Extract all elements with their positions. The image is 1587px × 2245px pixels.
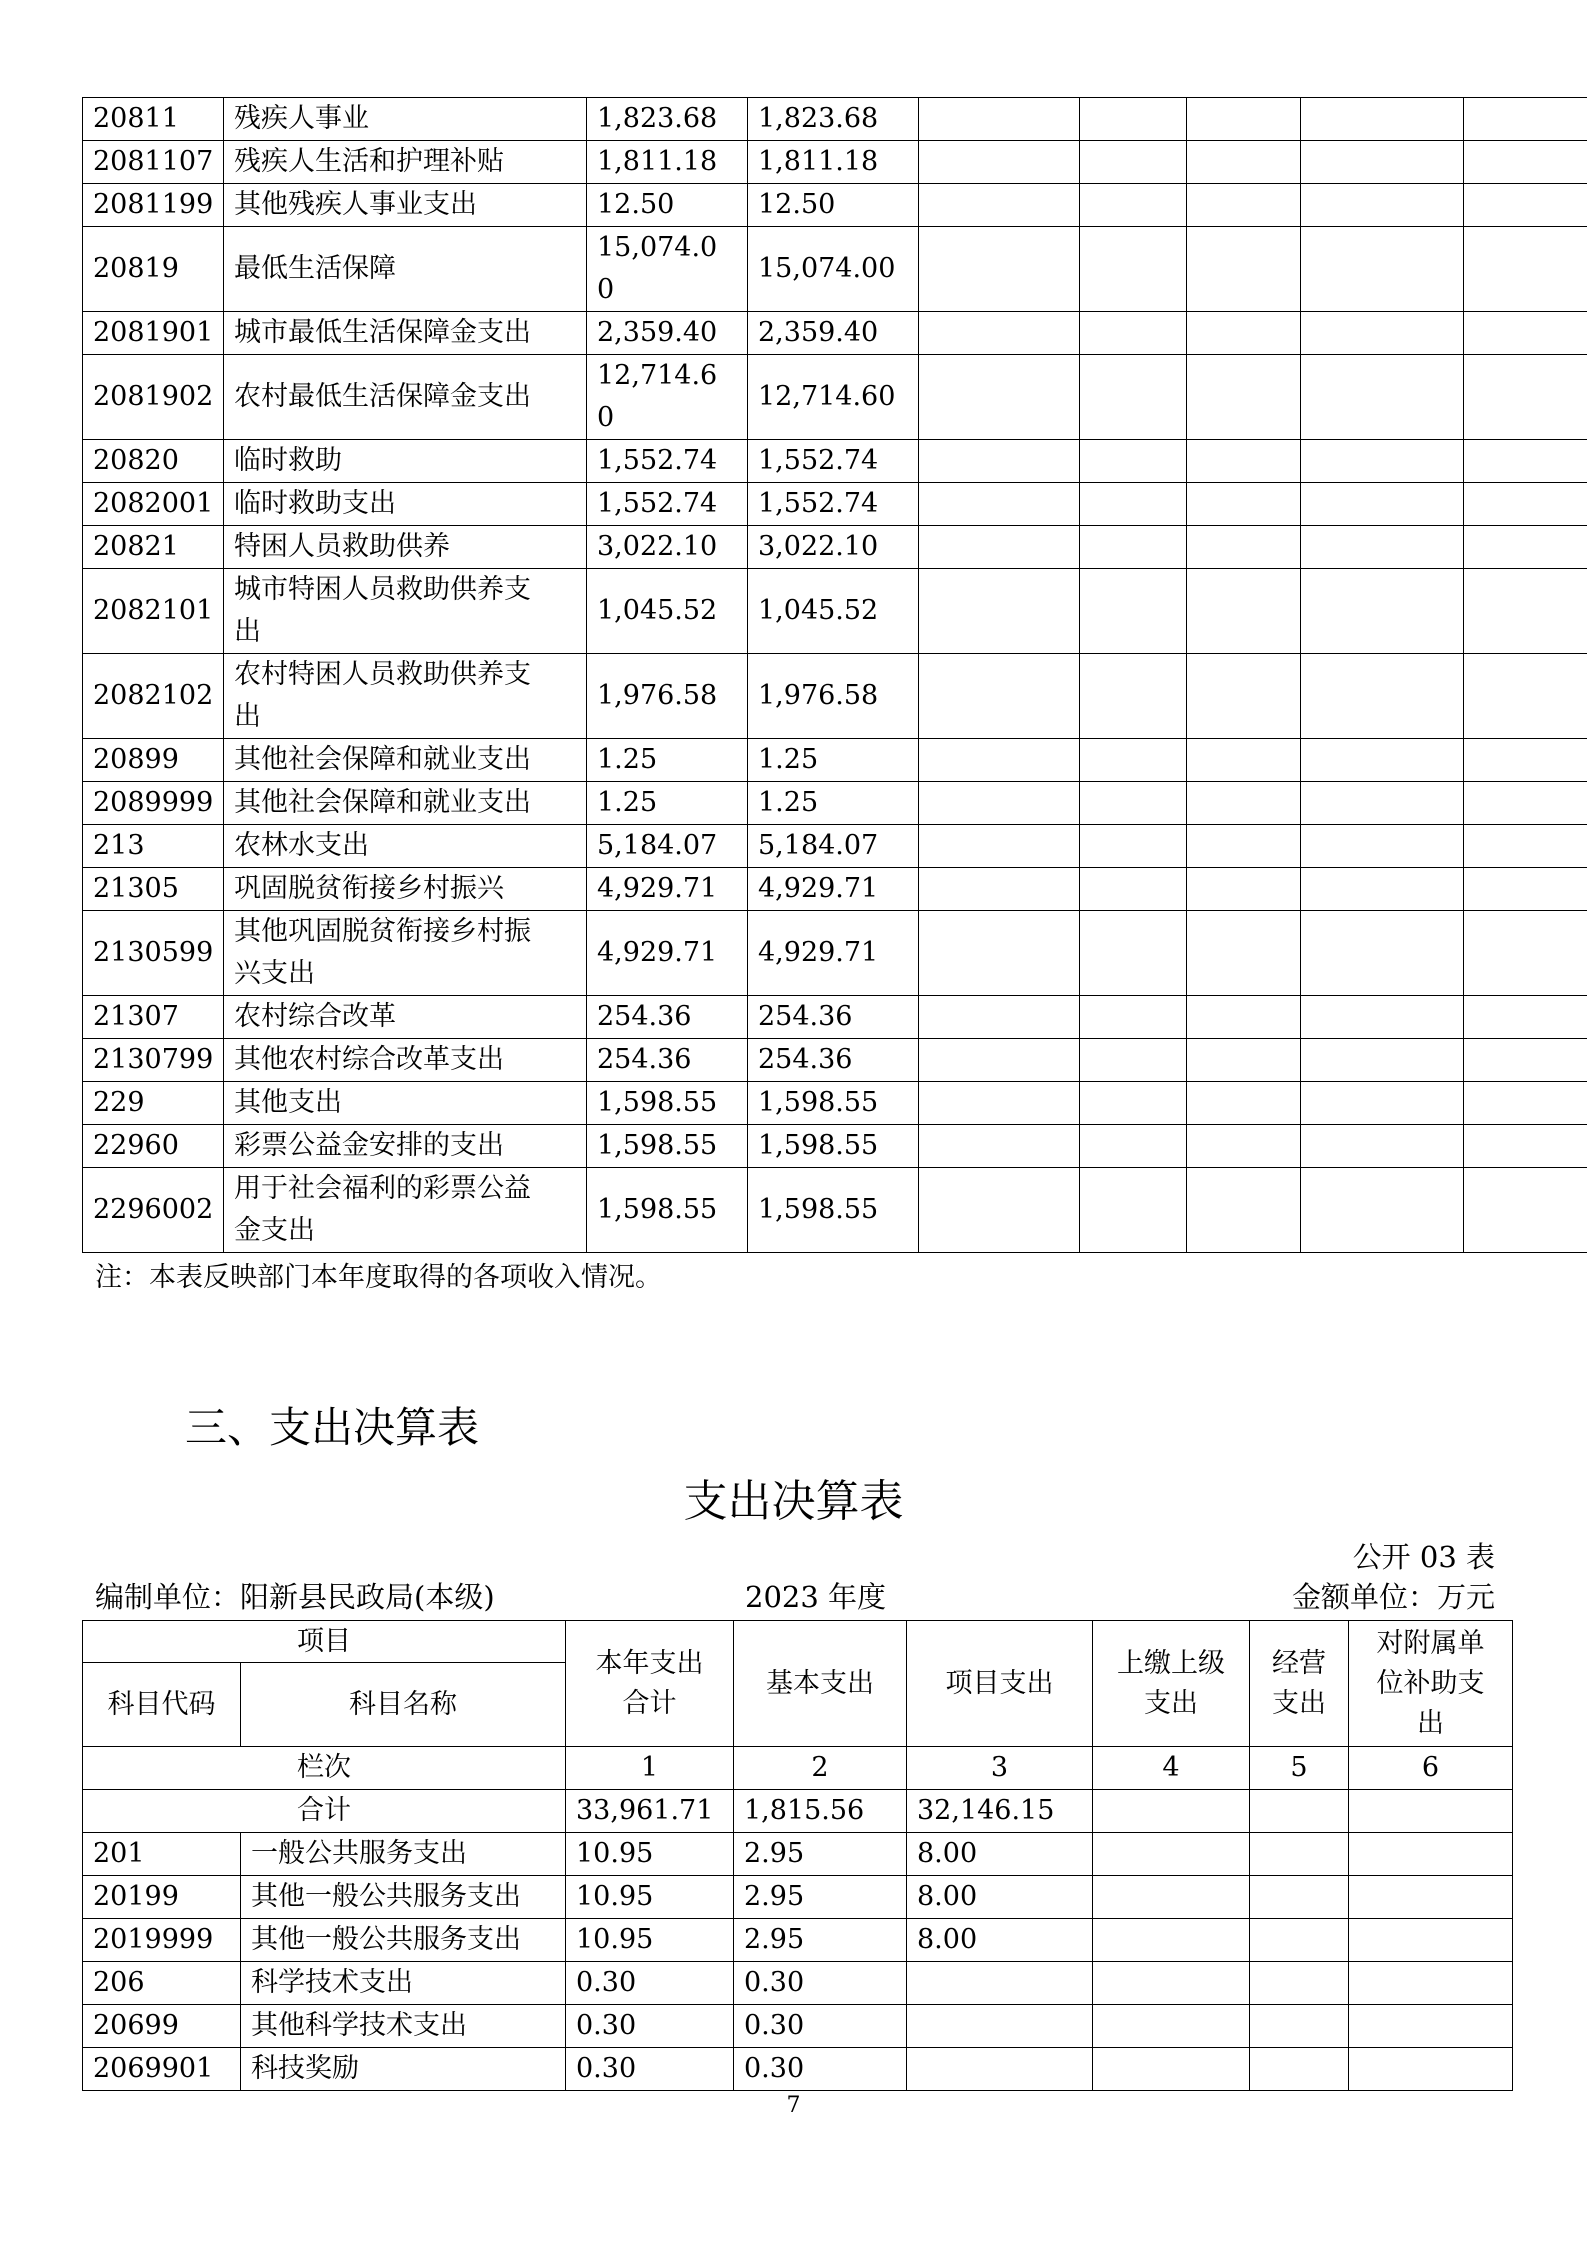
empty-cell: [1093, 1919, 1250, 1962]
cell-code: 2089999: [83, 782, 224, 825]
cell-total: 254.36: [587, 996, 748, 1039]
empty-cell: [1080, 654, 1187, 739]
header-upper: 上缴上级 支出: [1093, 1621, 1250, 1747]
cell-total: 1.25: [587, 782, 748, 825]
cell-basic: 3,022.10: [748, 526, 919, 569]
table-row: [83, 911, 1587, 996]
cell-c2: 0.30: [734, 1962, 907, 2005]
empty-cell: [1250, 2048, 1349, 2091]
cell-c2: 2.95: [734, 1876, 907, 1919]
empty-cell: [919, 227, 1080, 312]
empty-cell: [1187, 996, 1301, 1039]
empty-cell: [1464, 141, 1587, 184]
table-row: [83, 654, 1587, 739]
cell-code: 2069901: [83, 2048, 241, 2091]
empty-cell: [1250, 1833, 1349, 1876]
table-row: [83, 569, 1587, 654]
empty-cell: [1187, 1125, 1301, 1168]
cell-code: 2130599: [83, 911, 224, 996]
empty-cell: [1464, 1125, 1587, 1168]
empty-cell: [919, 141, 1080, 184]
empty-cell: [1464, 483, 1587, 526]
empty-cell: [1301, 483, 1464, 526]
empty-cell: [919, 996, 1080, 1039]
cell-code: 21305: [83, 868, 224, 911]
cell-total: 1,045.52: [587, 569, 748, 654]
header-code: 科目代码: [83, 1663, 241, 1747]
cell-code: 2296002: [83, 1168, 224, 1253]
empty-cell: [1464, 1039, 1587, 1082]
empty-cell: [1250, 1962, 1349, 2005]
cell-code: 20899: [83, 739, 224, 782]
table-row: [83, 141, 1587, 184]
cell-c2: 2.95: [734, 1919, 907, 1962]
empty-cell: [1187, 184, 1301, 227]
cell-c1: 10.95: [566, 1876, 734, 1919]
empty-cell: [1464, 1082, 1587, 1125]
cell-total: 1.25: [587, 739, 748, 782]
cell-total: 12.50: [587, 184, 748, 227]
cell-code: 213: [83, 825, 224, 868]
empty-cell: [919, 868, 1080, 911]
cell-code: 2130799: [83, 1039, 224, 1082]
empty-cell: [1301, 569, 1464, 654]
cell-basic: 1.25: [748, 782, 919, 825]
empty-cell: [1464, 1168, 1587, 1253]
empty-cell: [919, 825, 1080, 868]
empty-cell: [919, 654, 1080, 739]
table-note: 注：本表反映部门本年度取得的各项收入情况。: [95, 1262, 662, 1293]
cell-basic: 1,045.52: [748, 569, 919, 654]
empty-cell: [1301, 825, 1464, 868]
empty-cell: [1301, 739, 1464, 782]
empty-cell: [1187, 227, 1301, 312]
empty-cell: [1464, 227, 1587, 312]
empty-cell: [1080, 782, 1187, 825]
cell-total: 3,022.10: [587, 526, 748, 569]
section-title: 三、支出决算表: [185, 1403, 480, 1452]
empty-cell: [1301, 911, 1464, 996]
empty-cell: [1080, 1039, 1187, 1082]
cell-code: 2082001: [83, 483, 224, 526]
empty-cell: [1464, 911, 1587, 996]
cell-name: 其他社会保障和就业支出: [224, 782, 587, 825]
cell-basic: 1,598.55: [748, 1168, 919, 1253]
empty-cell: [1301, 312, 1464, 355]
col-index-label: 栏次: [83, 1747, 566, 1790]
table-row: [83, 1919, 1513, 1962]
cell-name: 残疾人生活和护理补贴: [224, 141, 587, 184]
empty-cell: [919, 98, 1080, 141]
empty-cell: [1187, 1082, 1301, 1125]
cell-total: 15,074.0 0: [587, 227, 748, 312]
cell-name: 残疾人事业: [224, 98, 587, 141]
empty-cell: [1187, 312, 1301, 355]
empty-cell: [1301, 98, 1464, 141]
empty-cell: [1464, 184, 1587, 227]
empty-cell: [919, 1125, 1080, 1168]
empty-cell: [919, 1082, 1080, 1125]
empty-cell: [1080, 355, 1187, 440]
cell-code: 20820: [83, 440, 224, 483]
empty-cell: [1187, 141, 1301, 184]
empty-cell: [1187, 483, 1301, 526]
empty-cell: [1080, 739, 1187, 782]
empty-cell: [1093, 1962, 1250, 2005]
empty-cell: [1349, 1876, 1513, 1919]
empty-cell: [1187, 911, 1301, 996]
cell-name: 其他巩固脱贫衔接乡村振 兴支出: [224, 911, 587, 996]
cell-c3: [907, 1962, 1093, 2005]
cell-code: 2082102: [83, 654, 224, 739]
empty-cell: [919, 526, 1080, 569]
cell-name: 临时救助支出: [224, 483, 587, 526]
empty-cell: [1349, 1790, 1513, 1833]
empty-cell: [1464, 355, 1587, 440]
empty-cell: [919, 483, 1080, 526]
empty-cell: [1093, 1876, 1250, 1919]
cell-basic: 4,929.71: [748, 868, 919, 911]
empty-cell: [1080, 1082, 1187, 1125]
empty-cell: [1080, 1125, 1187, 1168]
table-row: [83, 1125, 1587, 1168]
empty-cell: [919, 911, 1080, 996]
empty-cell: [1301, 1125, 1464, 1168]
cell-c1: 10.95: [566, 1919, 734, 1962]
cell-total: 12,714.6 0: [587, 355, 748, 440]
amount-unit: 金额单位：万元: [1291, 1580, 1495, 1614]
cell-total: 4,929.71: [587, 868, 748, 911]
header-name: 科目名称: [241, 1663, 566, 1747]
cell-code: 2081199: [83, 184, 224, 227]
page-number: 7: [786, 2093, 801, 2118]
table-row: [83, 996, 1587, 1039]
empty-cell: [1250, 1876, 1349, 1919]
header-business: 经营 支出: [1250, 1621, 1349, 1747]
empty-cell: [919, 1168, 1080, 1253]
empty-cell: [1187, 355, 1301, 440]
empty-cell: [1301, 782, 1464, 825]
empty-cell: [1464, 312, 1587, 355]
cell-name: 其他农村综合改革支出: [224, 1039, 587, 1082]
table-row: [83, 1168, 1587, 1253]
empty-cell: [1349, 1919, 1513, 1962]
cell-total: 1,552.74: [587, 483, 748, 526]
compiling-unit: 编制单位：阳新县民政局(本级): [95, 1580, 495, 1614]
cell-name: 巩固脱贫衔接乡村振兴: [224, 868, 587, 911]
cell-code: 229: [83, 1082, 224, 1125]
cell-name: 城市特困人员救助供养支 出: [224, 569, 587, 654]
empty-cell: [919, 312, 1080, 355]
cell-total: 1,976.58: [587, 654, 748, 739]
empty-cell: [1080, 227, 1187, 312]
empty-cell: [1187, 1168, 1301, 1253]
empty-cell: [1464, 569, 1587, 654]
table-row: [83, 1039, 1587, 1082]
table-row: [83, 1876, 1513, 1919]
cell-code: 20699: [83, 2005, 241, 2048]
table-row: [83, 98, 1587, 141]
table-row: [83, 483, 1587, 526]
cell-total: 1,552.74: [587, 440, 748, 483]
empty-cell: [1464, 868, 1587, 911]
cell-name: 农村综合改革: [224, 996, 587, 1039]
table-row: [83, 184, 1587, 227]
cell-code: 206: [83, 1962, 241, 2005]
cell-basic: 12.50: [748, 184, 919, 227]
empty-cell: [1301, 526, 1464, 569]
table-row: [83, 2048, 1513, 2091]
total-value: 32,146.15: [907, 1790, 1093, 1833]
cell-code: 20199: [83, 1876, 241, 1919]
cell-basic: 4,929.71: [748, 911, 919, 996]
table-row: [83, 739, 1587, 782]
empty-cell: [1301, 654, 1464, 739]
cell-c3: 8.00: [907, 1919, 1093, 1962]
empty-cell: [1093, 2005, 1250, 2048]
header-total: 本年支出 合计: [566, 1621, 734, 1747]
empty-cell: [919, 569, 1080, 654]
header-basic: 基本支出: [734, 1621, 907, 1747]
empty-cell: [1187, 739, 1301, 782]
empty-cell: [1187, 569, 1301, 654]
cell-c2: 0.30: [734, 2005, 907, 2048]
empty-cell: [1187, 526, 1301, 569]
empty-cell: [1301, 141, 1464, 184]
table-row: [83, 1833, 1513, 1876]
table-row: [83, 355, 1587, 440]
cell-total: 5,184.07: [587, 825, 748, 868]
cell-code: 22960: [83, 1125, 224, 1168]
cell-total: 2,359.40: [587, 312, 748, 355]
table-number: 公开 03 表: [1352, 1540, 1495, 1574]
cell-name: 其他科学技术支出: [241, 2005, 566, 2048]
table-row: [83, 312, 1587, 355]
empty-cell: [1080, 526, 1187, 569]
cell-code: 2081902: [83, 355, 224, 440]
empty-cell: [1301, 996, 1464, 1039]
cell-basic: 12,714.60: [748, 355, 919, 440]
table-row: [83, 227, 1587, 312]
header-project: 项目支出: [907, 1621, 1093, 1747]
cell-code: 2081901: [83, 312, 224, 355]
empty-cell: [1349, 1962, 1513, 2005]
empty-cell: [1464, 440, 1587, 483]
empty-cell: [1301, 184, 1464, 227]
empty-cell: [1187, 825, 1301, 868]
cell-total: 254.36: [587, 1039, 748, 1082]
cell-code: 2019999: [83, 1919, 241, 1962]
col-index: 1: [566, 1747, 734, 1790]
col-index: 3: [907, 1747, 1093, 1790]
cell-name: 彩票公益金安排的支出: [224, 1125, 587, 1168]
empty-cell: [1080, 996, 1187, 1039]
cell-total: 1,811.18: [587, 141, 748, 184]
cell-name: 最低生活保障: [224, 227, 587, 312]
table-row: [83, 440, 1587, 483]
empty-cell: [1464, 825, 1587, 868]
cell-total: 4,929.71: [587, 911, 748, 996]
cell-name: 临时救助: [224, 440, 587, 483]
col-index: 4: [1093, 1747, 1250, 1790]
cell-basic: 2,359.40: [748, 312, 919, 355]
cell-c3: [907, 2048, 1093, 2091]
cell-basic: 1,976.58: [748, 654, 919, 739]
cell-c3: [907, 2005, 1093, 2048]
empty-cell: [1301, 355, 1464, 440]
empty-cell: [1080, 312, 1187, 355]
empty-cell: [1349, 2048, 1513, 2091]
empty-cell: [1187, 440, 1301, 483]
empty-cell: [1187, 1039, 1301, 1082]
cell-total: 1,598.55: [587, 1168, 748, 1253]
empty-cell: [1187, 782, 1301, 825]
cell-name: 用于社会福利的彩票公益 金支出: [224, 1168, 587, 1253]
cell-basic: 1,811.18: [748, 141, 919, 184]
cell-basic: 254.36: [748, 996, 919, 1039]
empty-cell: [1093, 1833, 1250, 1876]
empty-cell: [1250, 1919, 1349, 1962]
empty-cell: [1250, 1790, 1349, 1833]
cell-code: 201: [83, 1833, 241, 1876]
empty-cell: [1301, 1082, 1464, 1125]
cell-name: 科技奖励: [241, 2048, 566, 2091]
cell-c3: 8.00: [907, 1833, 1093, 1876]
cell-basic: 1.25: [748, 739, 919, 782]
empty-cell: [919, 782, 1080, 825]
empty-cell: [1187, 98, 1301, 141]
col-index: 6: [1349, 1747, 1513, 1790]
total-label: 合计: [83, 1790, 566, 1833]
empty-cell: [1301, 1039, 1464, 1082]
cell-code: 20821: [83, 526, 224, 569]
cell-name: 其他社会保障和就业支出: [224, 739, 587, 782]
cell-basic: 254.36: [748, 1039, 919, 1082]
empty-cell: [1093, 2048, 1250, 2091]
cell-basic: 1,552.74: [748, 483, 919, 526]
empty-cell: [1080, 868, 1187, 911]
cell-c1: 0.30: [566, 2048, 734, 2091]
cell-name: 农村最低生活保障金支出: [224, 355, 587, 440]
header-subsidy: 对附属单 位补助支 出: [1349, 1621, 1513, 1747]
cell-code: 2081107: [83, 141, 224, 184]
cell-c1: 0.30: [566, 1962, 734, 2005]
cell-name: 农林水支出: [224, 825, 587, 868]
empty-cell: [1080, 569, 1187, 654]
cell-name: 其他残疾人事业支出: [224, 184, 587, 227]
empty-cell: [1464, 739, 1587, 782]
empty-cell: [1464, 526, 1587, 569]
cell-basic: 1,598.55: [748, 1125, 919, 1168]
empty-cell: [1080, 825, 1187, 868]
empty-cell: [1080, 141, 1187, 184]
empty-cell: [1464, 98, 1587, 141]
empty-cell: [919, 739, 1080, 782]
empty-cell: [919, 1039, 1080, 1082]
cell-total: 1,823.68: [587, 98, 748, 141]
table-row: [83, 2005, 1513, 2048]
table-row: [83, 1962, 1513, 2005]
cell-code: 2082101: [83, 569, 224, 654]
empty-cell: [1301, 868, 1464, 911]
cell-name: 特困人员救助供养: [224, 526, 587, 569]
cell-name: 城市最低生活保障金支出: [224, 312, 587, 355]
empty-cell: [1301, 440, 1464, 483]
income-table-continued: [82, 97, 1587, 1253]
cell-name: 其他一般公共服务支出: [241, 1919, 566, 1962]
cell-basic: 15,074.00: [748, 227, 919, 312]
empty-cell: [1301, 227, 1464, 312]
empty-cell: [1080, 911, 1187, 996]
empty-cell: [1080, 184, 1187, 227]
empty-cell: [1464, 996, 1587, 1039]
table-row: [83, 868, 1587, 911]
table-title: 支出决算表: [683, 1476, 904, 1527]
table-row: [83, 1082, 1587, 1125]
empty-cell: [1301, 1168, 1464, 1253]
cell-name: 农村特困人员救助供养支 出: [224, 654, 587, 739]
cell-basic: 5,184.07: [748, 825, 919, 868]
cell-name: 其他一般公共服务支出: [241, 1876, 566, 1919]
empty-cell: [919, 184, 1080, 227]
cell-c3: 8.00: [907, 1876, 1093, 1919]
empty-cell: [919, 355, 1080, 440]
cell-name: 科学技术支出: [241, 1962, 566, 2005]
table-row: [83, 782, 1587, 825]
cell-total: 1,598.55: [587, 1082, 748, 1125]
cell-code: 21307: [83, 996, 224, 1039]
col-index: 2: [734, 1747, 907, 1790]
empty-cell: [1349, 1833, 1513, 1876]
total-value: 1,815.56: [734, 1790, 907, 1833]
empty-cell: [1464, 654, 1587, 739]
header-item: 项目: [83, 1621, 566, 1663]
cell-c2: 0.30: [734, 2048, 907, 2091]
cell-c2: 2.95: [734, 1833, 907, 1876]
empty-cell: [1080, 98, 1187, 141]
cell-name: 一般公共服务支出: [241, 1833, 566, 1876]
cell-code: 20819: [83, 227, 224, 312]
cell-total: 1,598.55: [587, 1125, 748, 1168]
cell-code: 20811: [83, 98, 224, 141]
empty-cell: [1187, 868, 1301, 911]
cell-name: 其他支出: [224, 1082, 587, 1125]
cell-basic: 1,552.74: [748, 440, 919, 483]
table-row: [83, 825, 1587, 868]
empty-cell: [1250, 2005, 1349, 2048]
total-value: 33,961.71: [566, 1790, 734, 1833]
empty-cell: [919, 440, 1080, 483]
empty-cell: [1464, 782, 1587, 825]
empty-cell: [1349, 2005, 1513, 2048]
empty-cell: [1093, 1790, 1250, 1833]
empty-cell: [1080, 483, 1187, 526]
cell-c1: 10.95: [566, 1833, 734, 1876]
cell-basic: 1,823.68: [748, 98, 919, 141]
empty-cell: [1080, 440, 1187, 483]
table-row: [83, 526, 1587, 569]
cell-basic: 1,598.55: [748, 1082, 919, 1125]
expenditure-table: [82, 1620, 1513, 2091]
cell-c1: 0.30: [566, 2005, 734, 2048]
empty-cell: [1080, 1168, 1187, 1253]
fiscal-year: 2023 年度: [745, 1580, 887, 1614]
empty-cell: [1187, 654, 1301, 739]
col-index: 5: [1250, 1747, 1349, 1790]
